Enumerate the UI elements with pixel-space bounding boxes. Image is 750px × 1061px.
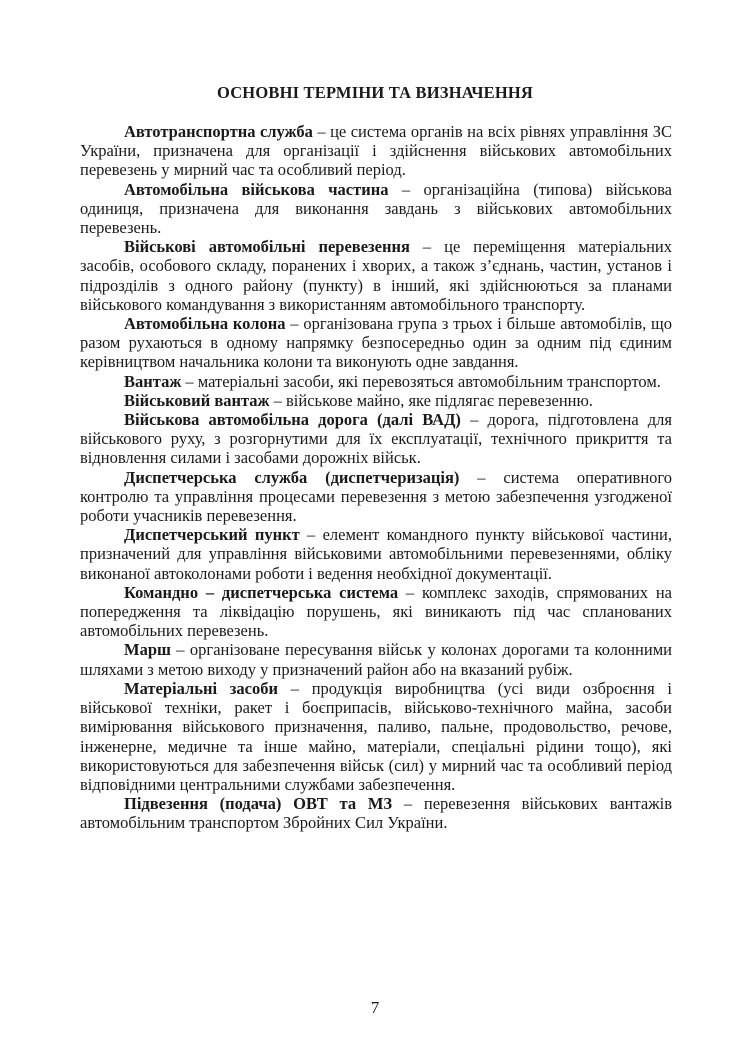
term-paragraph — [80, 391, 672, 410]
term-paragraph — [80, 372, 672, 391]
page-title: ОСНОВНІ ТЕРМІНИ ТА ВИЗНАЧЕННЯ — [216, 83, 534, 102]
term-definition: – елемент командного пункту військової частини, призначений для управління військовими автомобільними перевезеннями, обліку виконаної автоколонами роботи і ведення необхідної документації. — [80, 525, 672, 583]
term-paragraph — [80, 314, 672, 372]
term-name: Вантаж — [124, 371, 182, 391]
term-definition: – матеріальні засоби, які перевозяться автомобільним транспортом. — [181, 371, 661, 391]
term-definition: – комплекс заходів, спрямованих на попередження та ліквідацію порушень, які виникають під час спланованих автомобільних перевезень. — [80, 582, 673, 641]
term-paragraph — [80, 640, 672, 678]
term-name: Підвезення (подача) ОВТ та МЗ — [124, 794, 393, 814]
term-definition: – система оперативного контролю та управління процесами перевезення з метою забезпечення узгодженої роботи учасників перевезення. — [80, 467, 673, 526]
term-definition: – дорога, підготовлена для військового руху, з розгорнутими для їх експлуатації, технічного прикриття та відновлення силами і засобами дорожніх військ. — [80, 410, 672, 468]
term-paragraph — [80, 525, 672, 583]
term-definition: – перевезення військових вантажів автомобільним транспортом Збройних Сил України. — [80, 794, 672, 833]
page-number: 7 — [370, 998, 380, 1017]
term-definition: – організаційна (типова) військова одиниця, призначена для виконання завдань з військових автомобільних перевезень. — [80, 179, 672, 238]
term-definition: – організована група з трьох і більше автомобілів, що разом рухаються в одному напрямку безпосередньо один за одним під єдиним керівництвом начальника колони та виконують одне завдання. — [80, 314, 673, 372]
term-name: Автомобільна колона — [124, 314, 286, 334]
term-paragraph — [80, 410, 672, 468]
term-name: Диспетчерський пункт — [124, 525, 300, 545]
term-name: Автотранспортна служба — [124, 122, 313, 141]
term-name: Марш — [124, 640, 171, 660]
term-definition: – організоване пересування військ у колонах дорогами та колонними шляхами з метою виходу у призначений район або на вказаний рубіж. — [80, 640, 672, 679]
term-paragraph — [80, 122, 672, 180]
term-name: Військові автомобільні перевезення — [124, 237, 410, 257]
terms-list — [80, 122, 672, 833]
term-paragraph — [80, 237, 672, 314]
term-paragraph — [80, 180, 672, 238]
term-name: Військовий вантаж — [124, 390, 270, 410]
term-name: Командно – диспетчерська система — [124, 582, 399, 602]
term-name: Військова автомобільна дорога (далі ВАД) — [124, 410, 461, 430]
term-paragraph — [80, 468, 672, 526]
term-name: Диспетчерська служба (диспетчеризація) — [124, 467, 460, 487]
term-definition: – це переміщення матеріальних засобів, особового складу, поранених і хворих, а також з’єднань, частин, установ і підрозділів з одного району (пункту) в інший, які здійснюються за планами військового командування з використанням автомобільного транспорту. — [80, 237, 672, 314]
term-paragraph — [80, 679, 672, 794]
term-definition: – це система органів на всіх рівнях управління ЗС України, призначена для організації і здійснення військових автомобільних перевезень у мирний час та особливий період. — [80, 122, 672, 180]
term-name: Автомобільна військова частина — [124, 179, 389, 199]
term-definition: – військове майно, яке підлягає перевезенню. — [269, 390, 593, 410]
term-name: Матеріальні засоби — [124, 678, 278, 698]
term-paragraph — [80, 583, 672, 641]
term-paragraph — [80, 794, 672, 832]
term-definition: – продукція виробництва (усі види озброєння і військової техніки, ракет і боєприпасів, військово-технічного майна, засоби вимірювання військового призначення, паливо, пальне, продовольство, речове, інженерне, медичне та інше майно, матеріали, спеціальні рідини тощо), які використовуються для забезпечення військ (сил) у мирний час та особливий період відповідними центральними службами забезпечення. — [80, 678, 673, 794]
